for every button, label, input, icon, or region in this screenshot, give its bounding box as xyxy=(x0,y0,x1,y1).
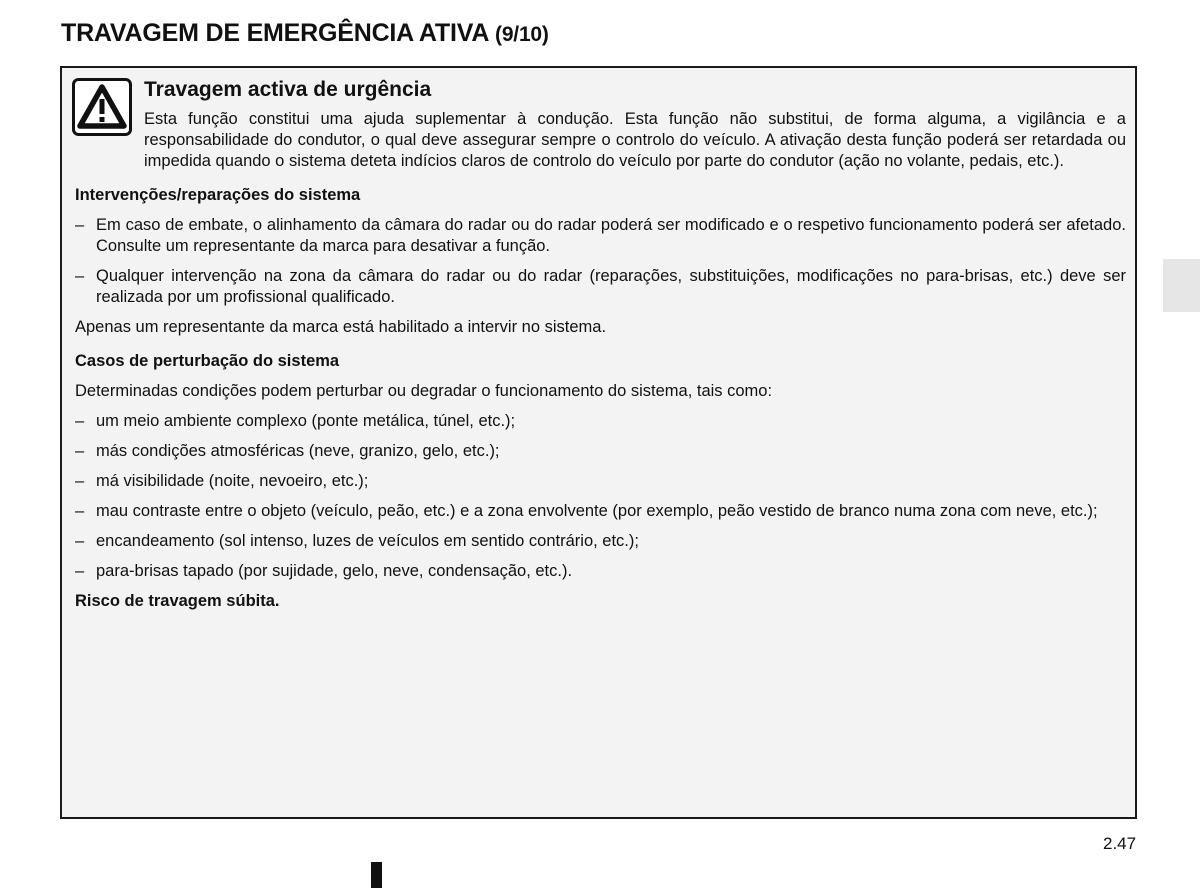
list-item xyxy=(75,411,1126,432)
risk-statement: Risco de travagem súbita. xyxy=(75,592,280,610)
list-item xyxy=(75,441,1126,462)
interventions-heading: Intervenções/reparações do sistema xyxy=(75,186,361,204)
list-item-text: Em caso de embate, o alinhamento da câmara do radar ou do radar poderá ser modificado e o respetivo funcionamento poderá ser afetado. Consulte um representante da marca para desativar a função. xyxy=(96,216,1126,255)
dash-marker: – xyxy=(75,267,85,285)
dash-marker: – xyxy=(75,502,85,520)
list-item-text: Qualquer intervenção na zona da câmara do radar ou do radar (reparações, substituições, modificações no para-brisas, etc.) deve ser realizada por um profissional qualificado. xyxy=(96,267,1126,306)
page-title xyxy=(61,19,549,48)
dash-marker: – xyxy=(75,532,85,550)
crop-mark xyxy=(371,862,382,888)
dash-marker: – xyxy=(75,472,85,490)
dash-marker: – xyxy=(75,442,85,460)
dash-marker: – xyxy=(75,216,85,234)
disturbances-intro: Determinadas condições podem perturbar ou degradar o funcionamento do sistema, tais como: xyxy=(75,382,773,400)
list-item-text: más condições atmosféricas (neve, granizo, gelo, etc.); xyxy=(96,442,500,460)
page-number: 2.47 xyxy=(1103,834,1137,853)
list-item-text: um meio ambiente complexo (ponte metálica, túnel, etc.); xyxy=(96,412,516,430)
disturbances-heading: Casos de perturbação do sistema xyxy=(75,352,340,370)
dash-marker: – xyxy=(75,562,85,580)
warning-box xyxy=(60,66,1137,819)
dash-marker: – xyxy=(75,412,85,430)
page-title-counter: (9/10) xyxy=(495,23,549,46)
warning-body xyxy=(75,109,1126,612)
list-item xyxy=(75,215,1126,257)
list-item xyxy=(75,471,1126,492)
list-item-text: mau contraste entre o objeto (veículo, peão, etc.) e a zona envolvente (por exemplo, peão vestido de branco numa zona com neve, etc.); xyxy=(96,502,1098,520)
interventions-list xyxy=(75,215,1126,308)
icon-spacer xyxy=(75,109,144,169)
list-item-text: para-brisas tapado (por sujidade, gelo, neve, condensação, etc.). xyxy=(96,562,573,580)
chapter-tab xyxy=(1163,259,1200,312)
page-title-text: TRAVAGEM DE EMERGÊNCIA ATIVA xyxy=(61,19,489,47)
intro-text: Esta função constitui uma ajuda suplementar à condução. Esta função não substitui, de forma alguma, a vigilância e a responsabilidade do condutor, o qual deve assegurar sempre o controlo do veículo. A ativação desta função poderá ser retardada ou impedida quando o sistema deteta indícios claros de controlo do veículo por parte do condutor (ação no volante, pedais, etc.). xyxy=(144,110,1126,170)
disturbances-list xyxy=(75,411,1126,582)
warning-heading: Travagem activa de urgência xyxy=(144,78,432,101)
list-item xyxy=(75,266,1126,308)
list-item xyxy=(75,561,1126,582)
list-item xyxy=(75,531,1126,552)
list-item-text: encandeamento (sol intenso, luzes de veículos em sentido contrário, etc.); xyxy=(96,532,639,550)
list-item xyxy=(75,501,1126,522)
interventions-note: Apenas um representante da marca está habilitado a intervir no sistema. xyxy=(75,318,607,336)
intro-paragraph xyxy=(75,109,1126,172)
list-item-text: má visibilidade (noite, nevoeiro, etc.); xyxy=(96,472,369,490)
